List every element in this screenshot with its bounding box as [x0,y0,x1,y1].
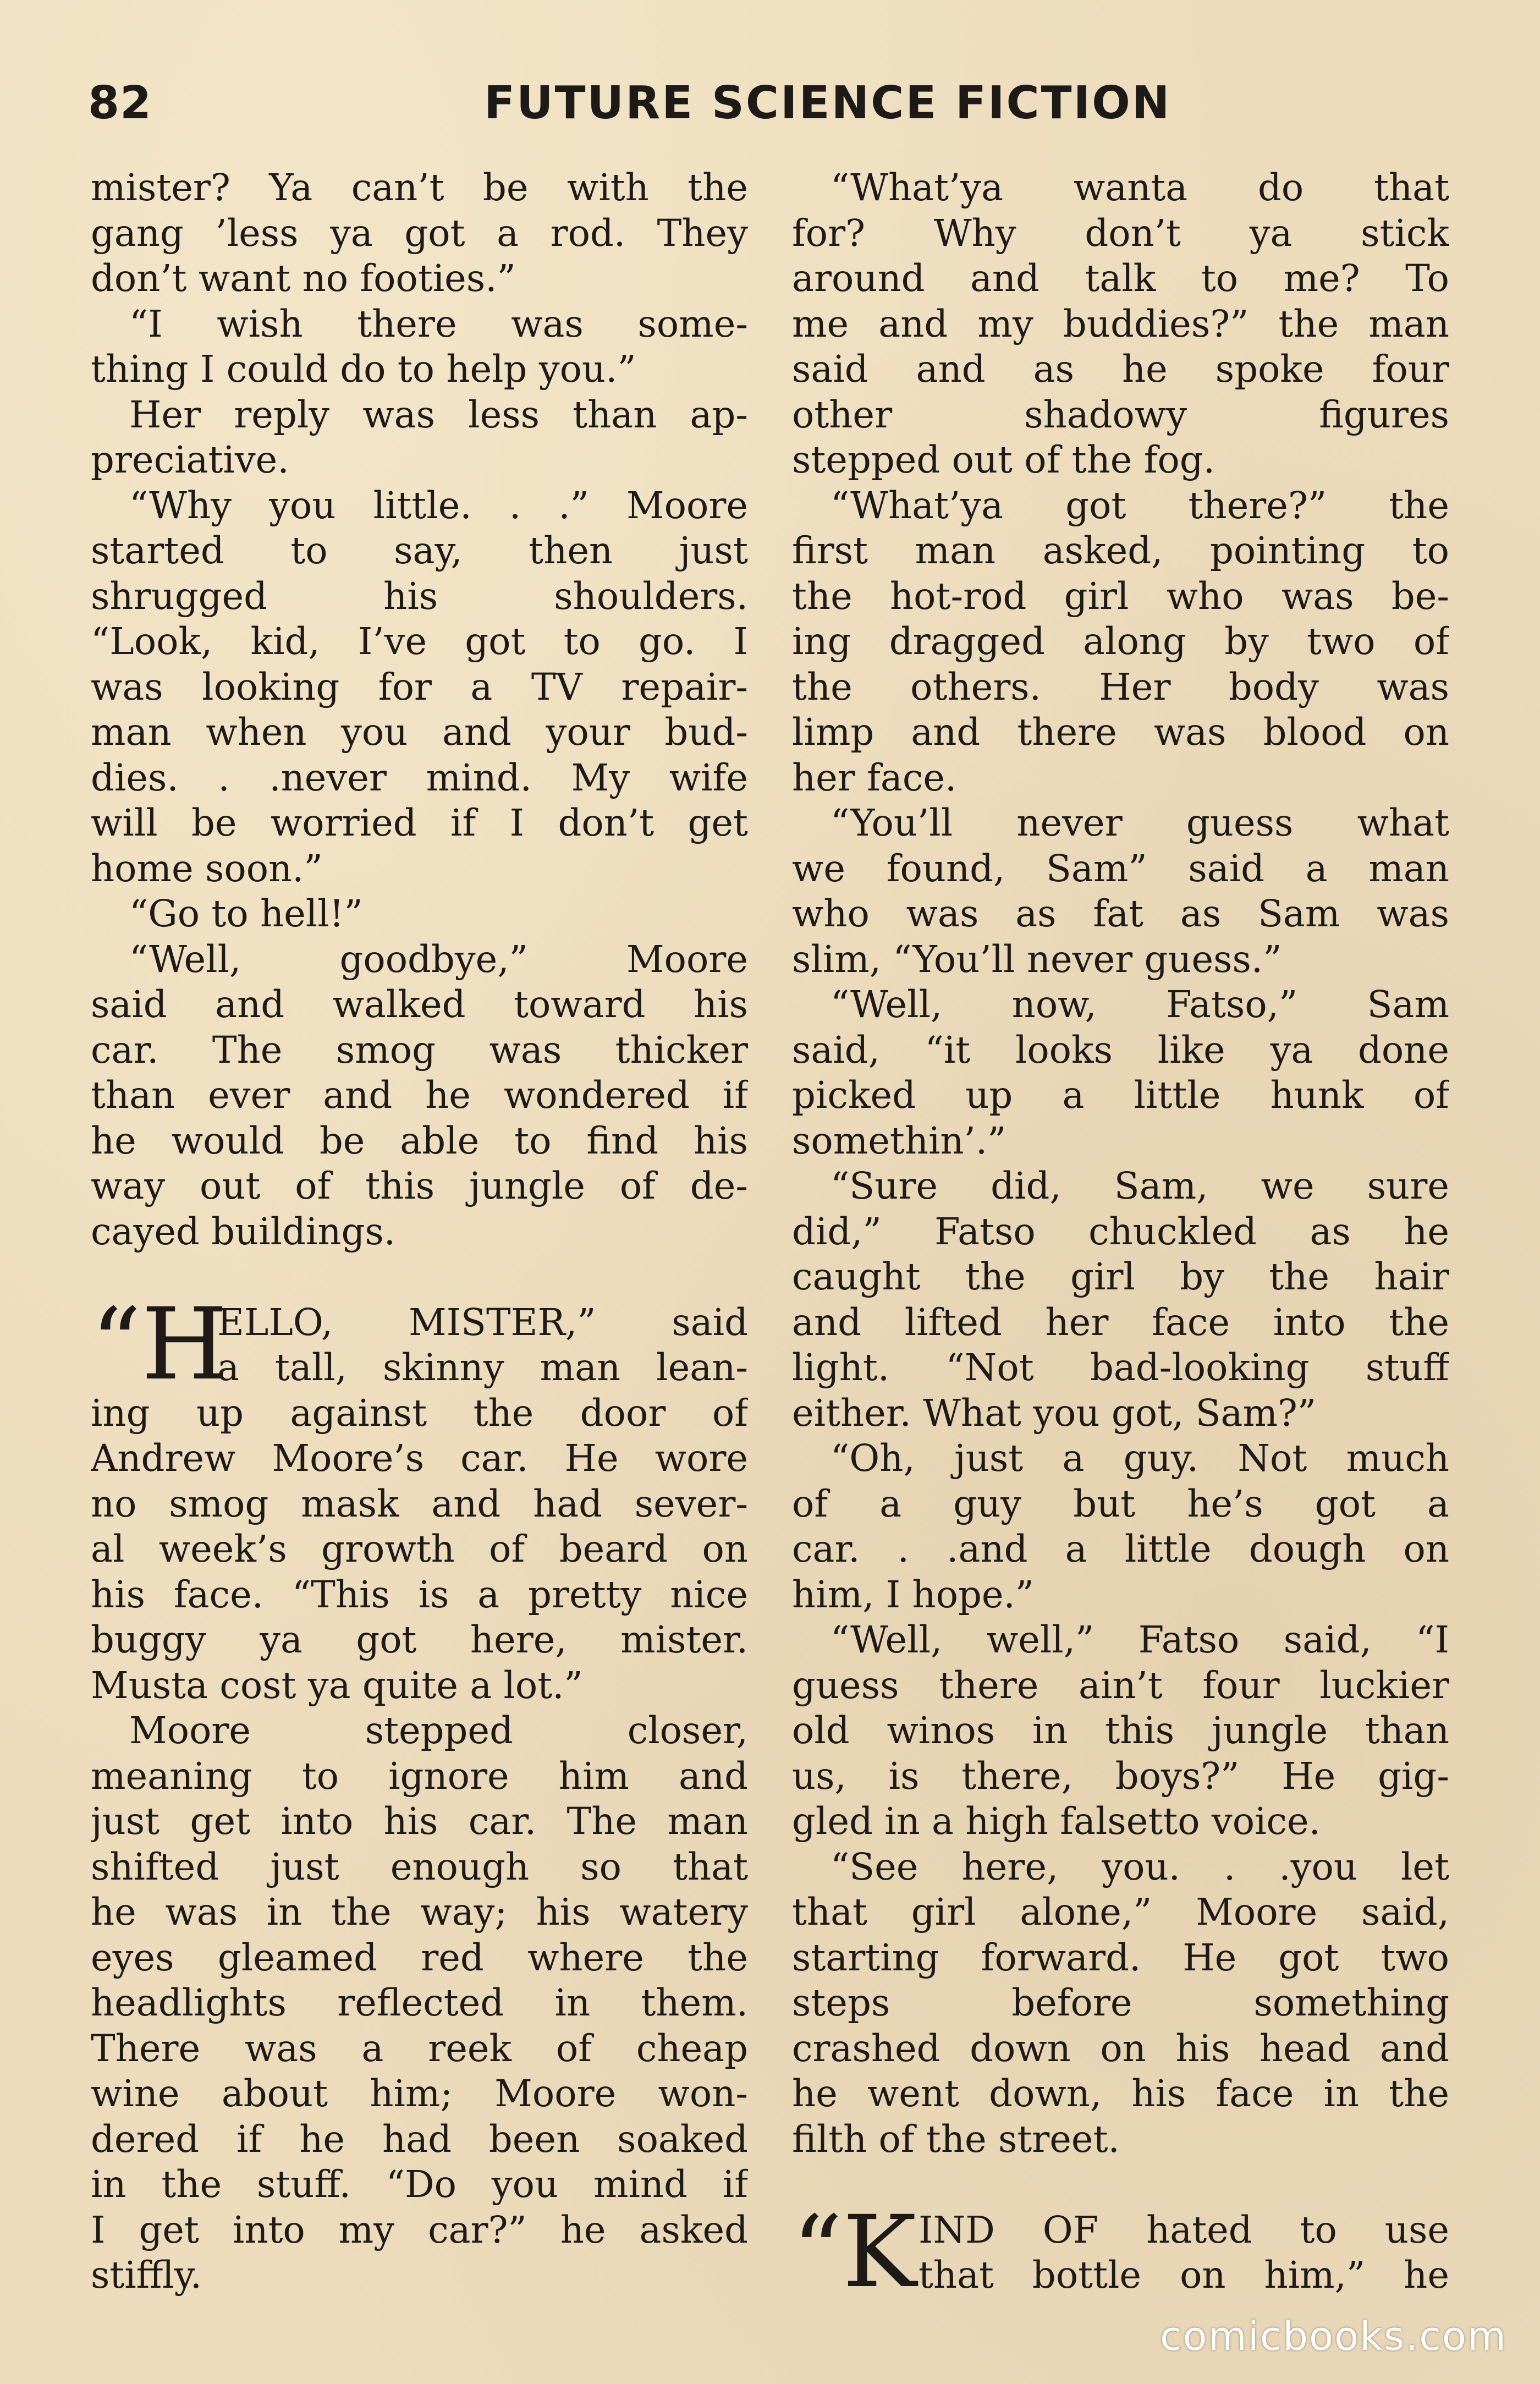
text-line: me and my buddies?” the man [792,302,1449,345]
text-line: the hot-rod girl who was be- [792,574,1449,618]
page-number: 82 [88,77,152,129]
text-line: buggy ya got here, mister. [91,1618,748,1661]
text-line: gang ’less ya got a rod. They [91,211,748,255]
text-line: in the stuff. “Do you mind if [91,2163,748,2206]
text-line: Her reply was less than ap- [129,393,748,436]
text-line: wine about him; Moore won- [91,2072,748,2115]
text-line: shrugged his shoulders. [91,574,748,618]
text-line: IND OF hated to use [919,2208,1449,2251]
text-line: her face. [792,756,957,799]
text-line: he would be able to find his [91,1119,748,1162]
text-line: guess there ain’t four luckier [792,1663,1449,1707]
text-line: a tall, skinny man lean- [217,1346,748,1389]
text-line: starting forward. He got two [792,1936,1449,1979]
text-line: “Well, well,” Fatso said, “I [831,1618,1449,1661]
text-line: “What’ya got there?” the [831,484,1449,527]
text-line: us, is there, boys?” He gig- [792,1754,1449,1798]
text-line: light. “Not bad-looking stuff [792,1346,1449,1389]
right-text-block-1 [792,165,1449,2162]
text-line: steps before something [792,1981,1449,2024]
text-line: Musta cost ya quite a lot.” [91,1663,583,1707]
text-line: somethin’.” [792,1119,1007,1162]
text-line: said and walked toward his [91,983,748,1026]
text-line: the others. Her body was [792,665,1449,708]
text-line: “Well, now, Fatso,” Sam [831,983,1449,1026]
text-line: dered if he had been soaked [91,2117,748,2161]
running-head: FUTURE SCIENCE FICTION [484,77,1172,129]
text-line: mister? Ya can’t be with the [91,166,748,209]
text-line: gled in a high falsetto voice. [792,1800,1321,1843]
text-line: stiffly. [91,2254,202,2297]
text-line: “Go to hell!” [129,892,363,935]
text-line: shifted just enough so that [91,1845,748,1888]
text-line: “What’ya wanta do that [831,166,1449,209]
text-line: old winos in this jungle than [792,1709,1449,1752]
text-line: who was as fat as Sam was [792,892,1449,935]
dropcap-paragraph-kind [792,2194,1449,2310]
right-column [792,165,1449,2310]
text-line: ing up against the door of [91,1391,748,1435]
text-line: was looking for a TV repair- [91,665,748,708]
text-line: slim, “You’ll never guess.” [792,937,1282,981]
text-line: him, I hope.” [792,1573,1035,1616]
text-line: home soon.” [91,847,323,890]
text-line: and lifted her face into the [792,1300,1449,1344]
text-line: thing I could do to help you.” [91,348,636,391]
text-line: ELLO, MISTER,” said [217,1300,748,1344]
dropcap-paragraph-hello [91,1287,748,1402]
text-line: Andrew Moore’s car. He wore [91,1437,748,1480]
left-text-block-1 [91,165,748,1254]
drop-cap: “K [792,2194,917,2310]
text-line: way out of this jungle of de- [91,1164,748,1207]
text-line: did,” Fatso chuckled as he [792,1210,1449,1253]
text-line: first man asked, pointing to [792,529,1449,572]
text-line: will be worried if I don’t get [91,801,748,844]
text-line: Moore stepped closer, [129,1709,748,1752]
left-column [91,165,748,2298]
drop-cap: “H [91,1287,228,1402]
text-line: headlights reflected in them. [91,1981,748,2024]
text-line: man when you and your bud- [91,711,748,754]
text-line: either. What you got, Sam?” [792,1391,1317,1435]
text-line: that girl alone,” Moore said, [792,1891,1449,1933]
text-line: meaning to ignore him and [91,1754,748,1798]
text-line: “See here, you. . .you let [831,1845,1449,1888]
text-line: we found, Sam” said a man [792,847,1449,890]
text-line: he went down, his face in the [792,2072,1449,2115]
text-line: started to say, then just [91,529,748,572]
text-line: said and as he spoke four [792,348,1449,391]
text-line: preciative. [91,438,289,481]
text-line: no smog mask and had sever- [91,1482,748,1525]
text-line: “Oh, just a guy. Not much [831,1437,1449,1480]
text-line: ing dragged along by two of [792,620,1449,663]
text-line: picked up a little hunk of [792,1074,1449,1117]
text-line: that bottle on him,” he [919,2254,1449,2297]
text-line: than ever and he wondered if [91,1074,748,1117]
text-line: car. The smog was thicker [91,1028,748,1072]
text-line: “Why you little. . .” Moore [129,484,748,527]
text-line: for? Why don’t ya stick [792,211,1449,255]
text-line: filth of the street. [792,2117,1120,2161]
text-line: crashed down on his head and [792,2026,1449,2070]
text-line: “Sure did, Sam, we sure [831,1164,1449,1207]
text-line: of a guy but he’s got a [792,1482,1449,1525]
text-line: “Well, goodbye,” Moore [129,937,748,981]
text-line: “Look, kid, I’ve got to go. I [91,620,748,663]
text-line: I get into my car?” he asked [91,2208,748,2251]
text-line: his face. “This is a pretty nice [91,1573,748,1616]
text-line: don’t want no footies.” [91,257,516,300]
text-line: around and talk to me? To [792,257,1449,300]
text-line: he was in the way; his watery [91,1891,748,1933]
text-line: al week’s growth of beard on [91,1528,748,1570]
text-line: car. . .and a little dough on [792,1528,1449,1570]
left-text-block-2 [91,1391,748,2298]
text-line: stepped out of the fog. [792,438,1216,481]
text-line: eyes gleamed red where the [91,1936,748,1979]
text-line: caught the girl by the hair [792,1255,1449,1298]
text-line: other shadowy figures [792,393,1449,436]
text-line: “I wish there was some- [129,302,748,345]
text-line: dies. . .never mind. My wife [91,756,748,799]
text-line: limp and there was blood on [792,711,1449,754]
text-line: “You’ll never guess what [831,801,1449,844]
watermark-logo: comicbooks.com [1159,2313,1507,2359]
text-line: cayed buildings. [91,1210,396,1253]
text-line: There was a reek of cheap [91,2026,748,2070]
text-line: said, “it looks like ya done [792,1028,1449,1072]
text-line: just get into his car. The man [91,1800,748,1843]
